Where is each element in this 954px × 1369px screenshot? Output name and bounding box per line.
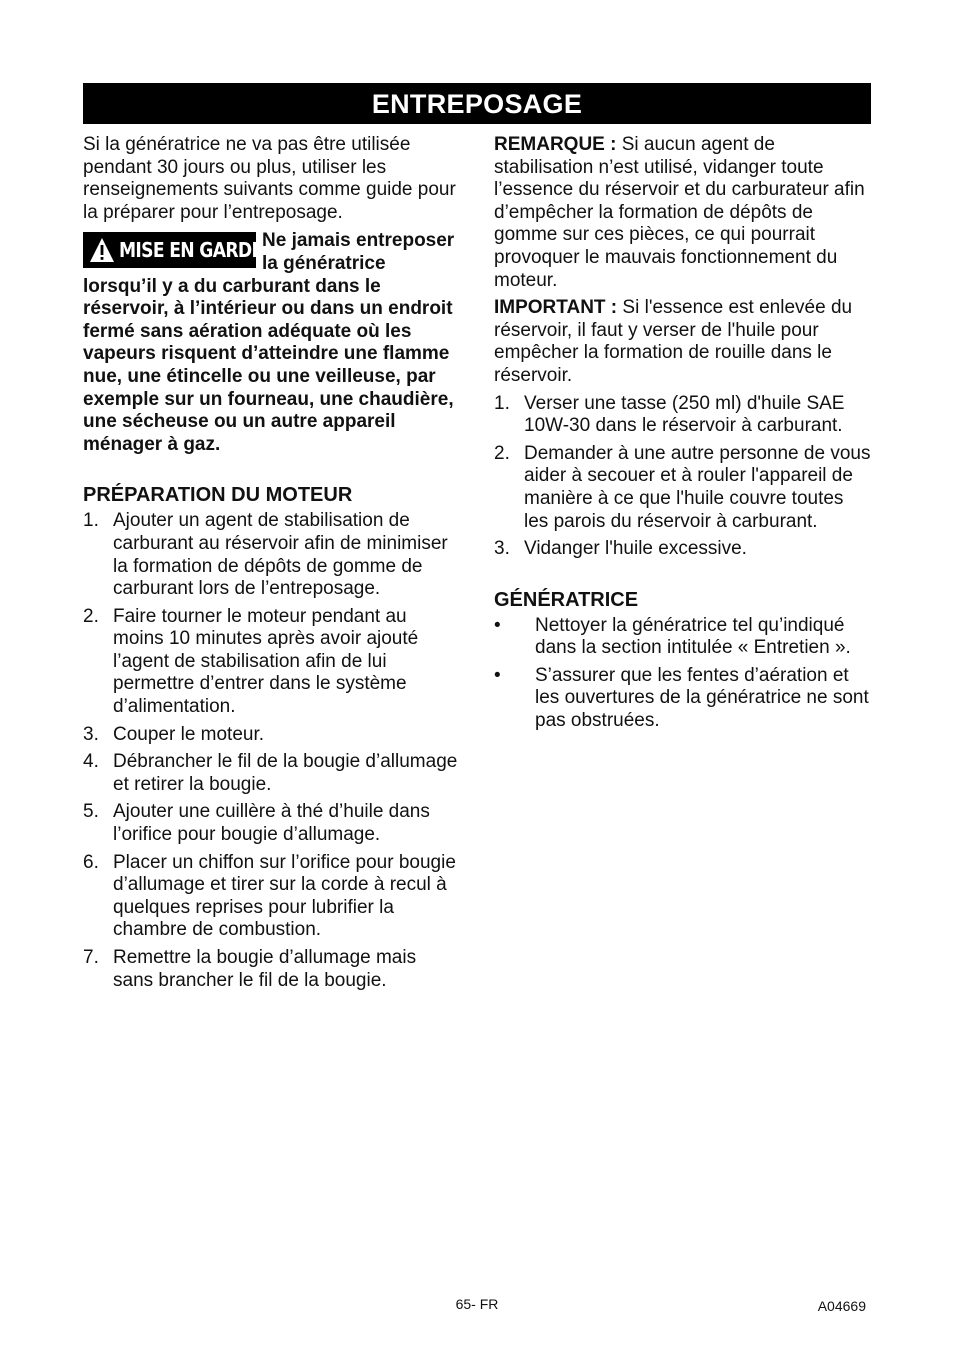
list-item: 2. Demander à une autre personne de vous aider à secouer et à rouler l'appareil de manière à ce que l'huile couvre toutes les parois du réservoir à carburant.: [494, 442, 871, 532]
list-item: 3. Couper le moteur.: [83, 723, 265, 745]
section-title-banner: [83, 83, 871, 124]
warning-badge: [83, 232, 263, 268]
list-item: 1. Verser une tasse (250 ml) d'huile SAE 10W-30 dans le réservoir à carburant.: [494, 392, 845, 437]
list-item: • Nettoyer la génératrice tel qu’indiqué dans la section intitulée « Entretien ».: [494, 614, 851, 659]
warning-triangle-icon: [89, 237, 115, 263]
list-item: 3. Vidanger l'huile excessive.: [494, 538, 747, 560]
important-label: IMPORTANT :: [494, 297, 618, 319]
important-paragraph: IMPORTANT : Si l'essence est enlevée du réservoir, il faut y verser de l'huile pour empêcher la formation de rouille dans le réservoir.: [494, 297, 853, 386]
engine-steps-list: [83, 510, 459, 992]
right-column: [494, 134, 871, 733]
generator-heading: GÉNÉRATRICE: [494, 588, 639, 611]
document-code: A04669: [817, 1298, 866, 1314]
warning-badge-label: MISE EN GARDE: [119, 238, 263, 263]
list-item: 7. Remettre la bougie d’allumage mais sans brancher le fil de la bougie.: [83, 947, 417, 991]
engine-heading: PRÉPARATION DU MOTEUR: [83, 484, 353, 507]
warning-text: Ne jamais entreposer la génératrice lorsqu’il y a du carburant dans le réservoir, à l’intérieur ou dans un endroit fermé sans aération adéquate où les vapeurs risquent d’atteindre une flamme nue, une étincelle ou une veilleuse, par exemple sur un fourneau, une chaudière, une sécheuse ou un autre appareil ménager à gaz.: [83, 230, 455, 455]
list-item: 1. Ajouter un agent de stabilisation de carburant au réservoir afin de minimiser la formation de dépôts de gomme de carburant lors de l’entreposage.: [83, 510, 448, 600]
section-title: ENTREPOSAGE: [371, 89, 583, 119]
list-item: • S’assurer que les fentes d’aération et les ouvertures de la génératrice ne sont pas obstruées.: [494, 664, 869, 732]
left-column: [83, 134, 459, 992]
intro-paragraph: Si la génératrice ne va pas être utilisée pendant 30 jours ou plus, utiliser les renseignements suivants comme guide pour la préparer pour l’entreposage.: [83, 134, 456, 223]
list-item: 4. Débrancher le fil de la bougie d’allumage et retirer la bougie.: [83, 751, 458, 795]
list-item: 6. Placer un chiffon sur l’orifice pour bougie d’allumage et tirer sur la corde à recul à quelques reprises pour lubrifier la chambre de combustion.: [83, 851, 456, 941]
warning-block: [83, 230, 459, 456]
remark-paragraph: REMARQUE : Si aucun agent de stabilisation n’est utilisé, vidanger toute l’essence du réservoir et du carburateur afin d’empêcher la formation de dépôts de gomme sur ces pièces, ce qui pourrait provoquer le mauvais fonctionnement du moteur.: [494, 134, 865, 291]
remark-label: REMARQUE :: [494, 134, 617, 155]
list-item: 2. Faire tourner le moteur pendant au moins 10 minutes après avoir ajouté l’agent de stabilisation afin de lui permettre d’entrer dans le système d’alimentation.: [83, 605, 419, 718]
page-number: 65- FR: [455, 1296, 499, 1312]
list-item: 5. Ajouter une cuillère à thé d’huile dans l’orifice pour bougie d’allumage.: [83, 801, 430, 846]
oil-steps-list: [494, 393, 871, 561]
generator-bullets-list: [494, 615, 871, 733]
